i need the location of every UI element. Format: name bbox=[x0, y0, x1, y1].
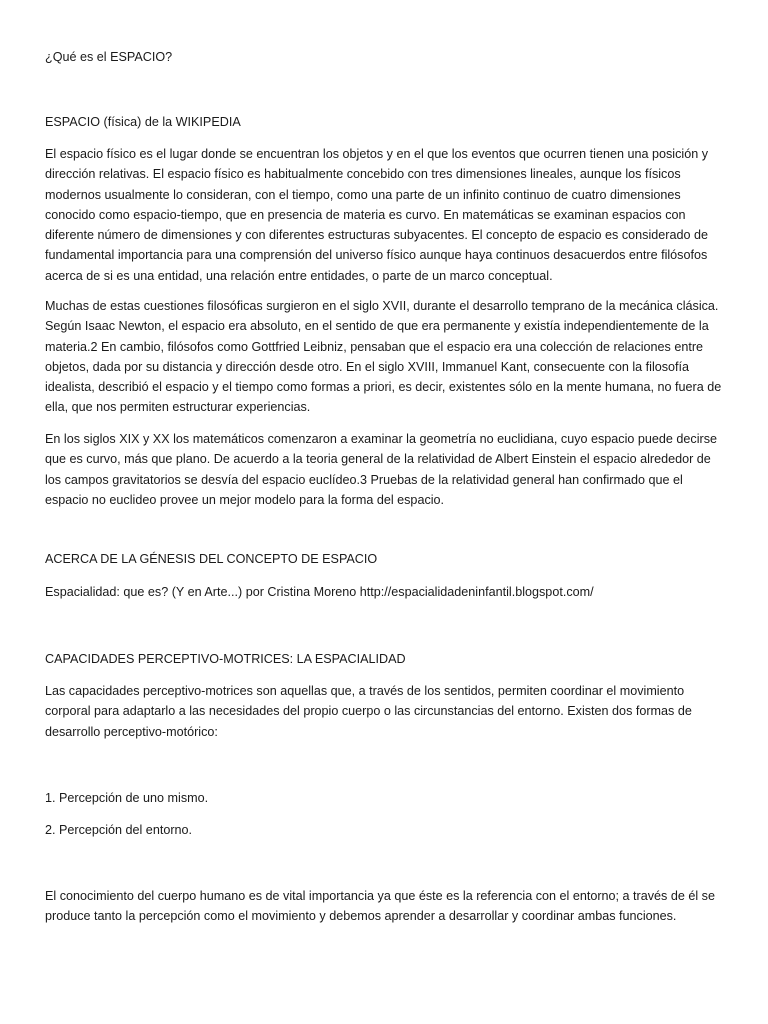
paragraph-body-knowledge: El conocimiento del cuerpo humano es de vital importancia ya que éste es la referencia con el entorno; a través de él se produce tanto la percepción como el movimiento y debemos aprender a desarrollar y coordinar ambas funciones. bbox=[45, 889, 715, 924]
paragraph-definition: El espacio físico es el lugar donde se encuentran los objetos y en el que los eventos que ocurren tienen una posición y dirección relativas. El espacio físico es habitualmente concebido con tres dimensiones lineales, aunque los físicos modernos usualmente lo consideran, con el tiempo, como una parte de un infinito continuo de cuatro dimensiones conocido como espacio-tiempo, que en presencia de materia es curvo. En matemáticas se examinan espacios con diferente número de dimensiones y con diferentes estructuras subyacentes. El concepto de espacio es considerado de fundamental importancia para una comprensión del universo físico aunque haya continuos desacuerdos entre filósofos acerca de si es una entidad, una relación entre entidades, o parte de un marco conceptual. bbox=[45, 147, 708, 283]
list-item-self-perception: 1. Percepción de uno mismo. bbox=[45, 791, 209, 805]
document-title: ¿Qué es el ESPACIO? bbox=[45, 50, 173, 64]
paragraph-relativity: En los siglos XIX y XX los matemáticos comenzaron a examinar la geometría no euclidiana, cuyo espacio puede decirse que es curvo, más que plano. De acuerdo a la teoria general de la relatividad de Albert Einstein el espacio alrededor de los campos gravitatorios se desvía del espacio euclídeo.3 Pruebas de la relatividad general han confirmado que el espacio no euclideo provee un mejor modelo para la forma del espacio. bbox=[45, 432, 718, 507]
section-heading-genesis: ACERCA DE LA GÉNESIS DEL CONCEPTO DE ESPACIO bbox=[45, 552, 378, 566]
section-heading-capacities: CAPACIDADES PERCEPTIVO-MOTRICES: LA ESPACIALIDAD bbox=[45, 652, 406, 666]
source-reference: Espacialidad: que es? (Y en Arte...) por Cristina Moreno http://espacialidadeninfantil.blogspot.com/ bbox=[45, 585, 594, 599]
paragraph-capacities: Las capacidades perceptivo-motrices son aquellas que, a través de los sentidos, permiten coordinar el movimiento corporal para adaptarlo a las necesidades del propio cuerpo o las circunstancias del entorno. Existen dos formas de desarrollo perceptivo-motórico: bbox=[45, 684, 692, 739]
paragraph-history: Muchas de estas cuestiones filosóficas surgieron en el siglo XVII, durante el desarrollo temprano de la mecánica clásica. Según Isaac Newton, el espacio era absoluto, en el sentido de que era permanente y existía independientemente de la materia.2 En cambio, filósofos como Gottfried Leibniz, pensaban que el espacio era una colección de relaciones entre objetos, dada por su distancia y dirección desde otro. En el siglo XVIII, Immanuel Kant, consecuente con la filosofía idealista, describió el espacio y el tiempo como formas a priori, es decir, existentes sólo en la mente humana, no fuera de ella, que nos permiten estructurar experiencias. bbox=[45, 299, 722, 415]
list-item-environment-perception: 2. Percepción del entorno. bbox=[45, 823, 193, 837]
section-heading-wikipedia: ESPACIO (física) de la WIKIPEDIA bbox=[45, 115, 241, 129]
